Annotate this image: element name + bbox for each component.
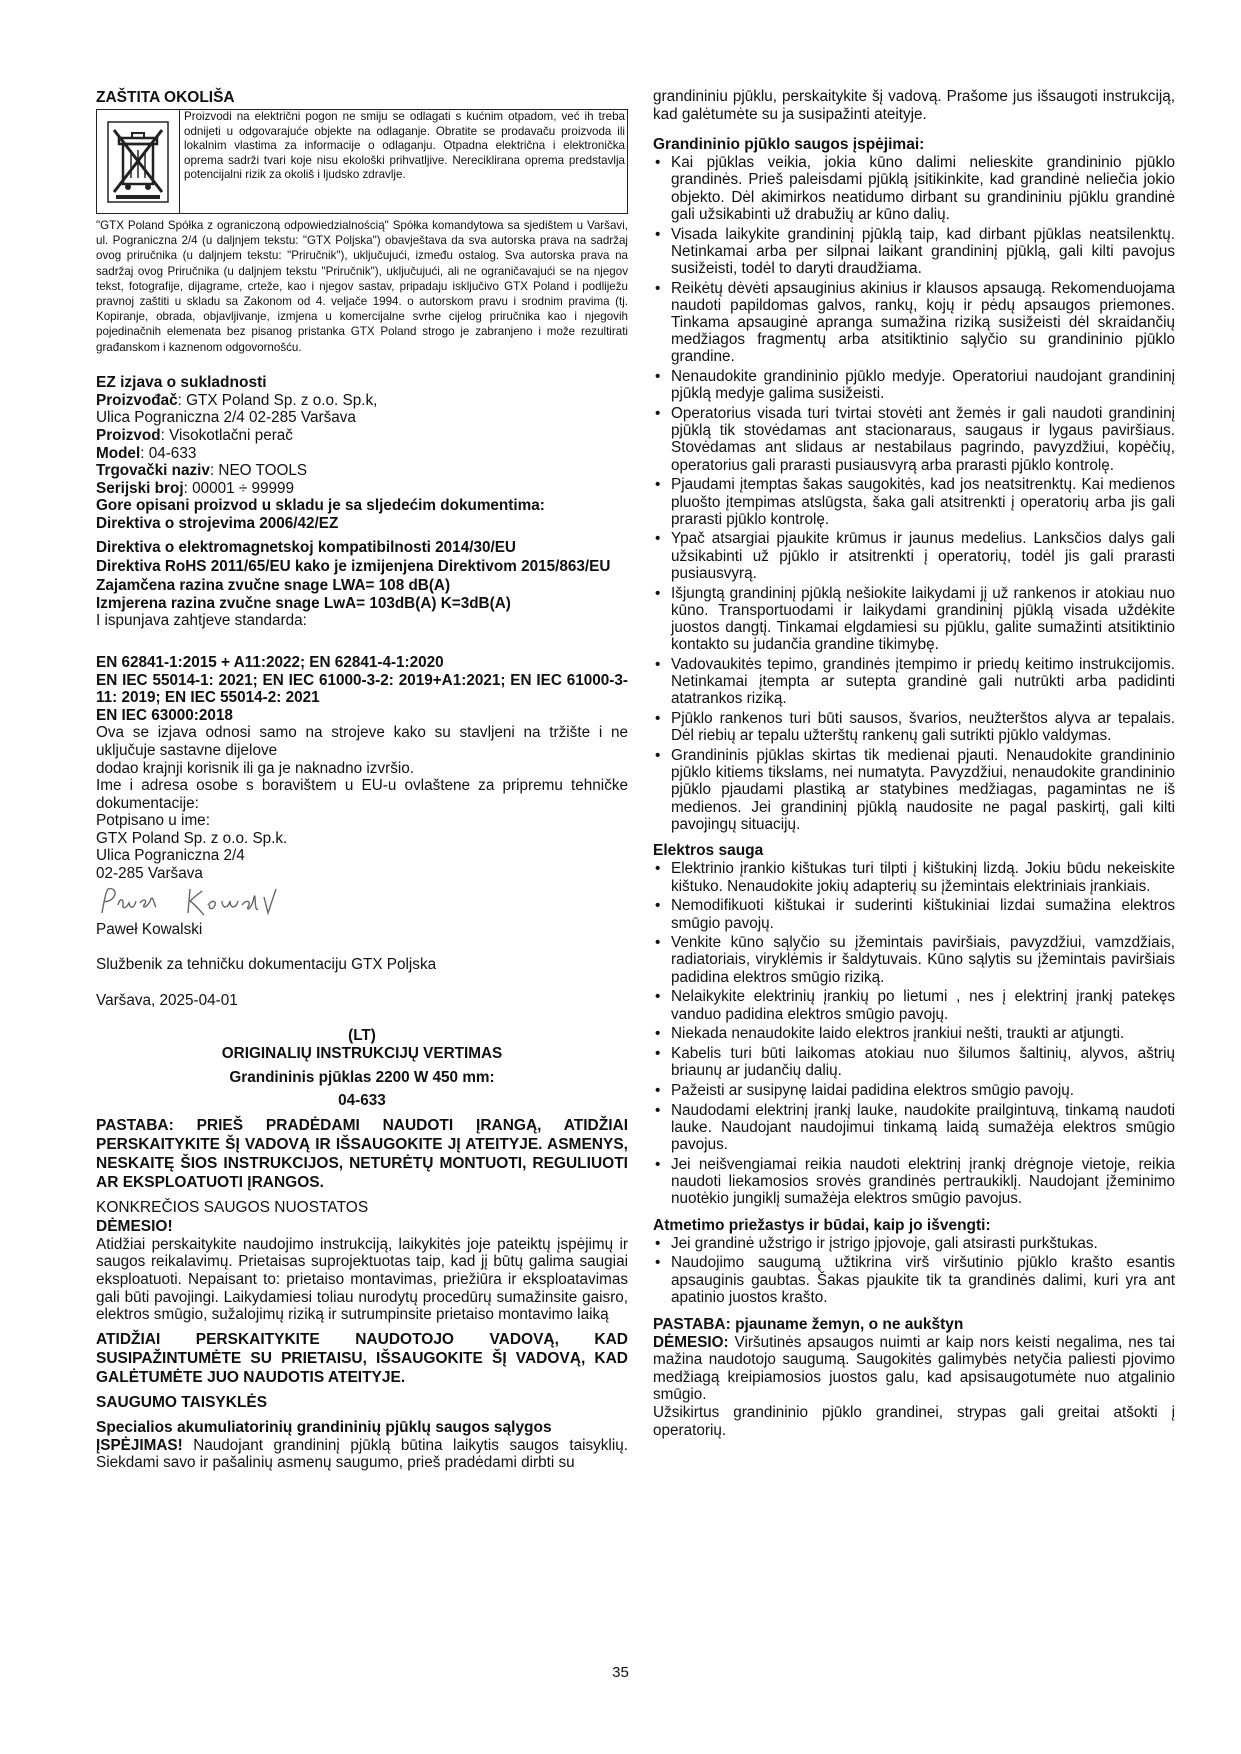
product-value: : Visokotlačni perač bbox=[160, 427, 293, 445]
model-value: : 04-633 bbox=[140, 444, 197, 462]
list-item: • Naudojimo saugumą užtikrina virš viršutinio pjūklo krašto esantis apsauginis gaubtas. Šakas pjaukite tik ta grandinės dalimi, kuri yra ant apatinio juostos krašto. bbox=[653, 1254, 1175, 1306]
serial-value: : 00001 ÷ 99999 bbox=[183, 479, 295, 497]
battery-saw-title: Specialios akumuliatorinių grandininių pjūklų saugos sąlygos bbox=[96, 1418, 552, 1436]
signed-company: GTX Poland Sp. z o.o. Sp.k. bbox=[96, 829, 288, 847]
list-item: • Ypač atsargiai pjaukite krūmus ir jaunus medelius. Lanksčios dalys gali užsikabinti už pjūklo ir atsitrenkti į operatorių, todėl jis gali prarasti pusiausvyrą. bbox=[653, 530, 1175, 582]
saw-warnings-list bbox=[653, 154, 1175, 833]
list-item: • Pjaudami įtemptas šakas saugokitės, kad jos neatsitrenktų. Kai medienos pluošto įtempimas atslūgsta, šaka gali atsitrenkti į operatorių arba jis gali prarasti pjūklo kontrolę. bbox=[653, 476, 1175, 528]
safety-rules-title: SAUGUMO TAISYKLĖS bbox=[96, 1393, 268, 1411]
list-item: • Elektrinio įrankio kištukas turi tilpti į kištukinį lizdą. Jokiu būdu nekeiskite kištuko. Nenaudokite jokių adapterių su įžemintais elektriniais įrankiais. bbox=[653, 860, 1175, 894]
weee-bin-icon bbox=[97, 110, 180, 213]
read-manual-caps: ATIDŽIAI PERSKAITYKITE NAUDOTOJO VADOVĄ, KAD SUSIPAŽINTUMĖTE SU PRIETAISU, IŠSAUGOKITE ŠĮ VADOVĄ, KAD GALĖTUMĖTE JUO NAUDOTIS ATEITYJE. bbox=[96, 1330, 628, 1386]
copyright-notice: "GTX Poland Spółka z ograniczoną odpowiedzialnością" Spółka komandytowa sa sjedištem u Varšavi, ul. Pograniczna 2/4 (u daljnjem tekstu: "GTX Poljska") obavještava da sva autorska prava na sadržaj ovog priručnika (u daljnjem tekstu: "Priručnik"), uključujući, između ostalog. Sva autorska prava na sadržaj ovog Priručnika (u daljnjem tekstu "Priručnik"), uključujući, ali ne ograničavajući se na njegov tekst, fotografije, dijagrame, crteže, kao i njegov sastav, pripadaju isključivo GTX Poland i podliježu pravnoj zaštiti u skladu sa Zakonom od 4. veljače 1994. o autorskom pravu i srodnim pravima (tj. Kopiranje, obrada, objavljivanje, izmjena u komercijalne svrhe cijelog priručnika kao i njegovih pojedinačnih elemenata bez pisanog pristanka GTX Poland strogo je zabranjeno i može rezultirati građanskom i kaznenom odgovornošću. bbox=[96, 219, 628, 354]
list-item: • Pažeisti ar susipynę laidai padidina elektros smūgio pavojų. bbox=[653, 1082, 1175, 1099]
declaration-addendum: dodao krajnji korisnik ili ga je naknadno izvršio. bbox=[96, 759, 415, 777]
product-label: Proizvod bbox=[96, 427, 161, 445]
manufacturer-label: Proizvođač bbox=[96, 391, 178, 409]
list-item: • Niekada nenaudokite laido elektros įrankiui nešti, traukti ar atjungti. bbox=[653, 1025, 1175, 1042]
list-item: • Vadovaukitės tepimo, grandinės įtempimo ir priedų keitimo instrukcijomis. Netinkamai įtempta ar sutepta grandinė gali nutrūkti arba padidinti atatrankos riziką. bbox=[653, 656, 1175, 708]
list-item: • Kai pjūklas veikia, jokia kūno dalimi nelieskite grandininio pjūklo grandinės. Prieš paleisdami pjūklą įsitikinkite, kad grandinė neliečia jokio objekto. Dėl akimirkos neatidumo dirbant su grandininiu pjūklu grandinė gali užsikabinti už drabužių ar kūno dalių. bbox=[653, 154, 1175, 223]
signed-city: 02-285 Varšava bbox=[96, 865, 203, 883]
list-item: • Jei neišvengiamai reikia naudoti elektrinį įrankį drėgnoje vietoje, reikia naudoti liekamosios srovės grandinės pertraukiklį. Naudojant įžeminimo nuotėkio jungiklį sumažėja elektros smūgio pavojus. bbox=[653, 1156, 1175, 1208]
list-item: • Visada laikykite grandininį pjūklą taip, kad dirbant pjūklas neatsilenktų. Netinkamai arba per silpnai laikant grandininį pjūklą, gali kilti pavojus susižeisti, todėl to daryti draudžiama. bbox=[653, 226, 1175, 278]
authorised-person: Ime i adresa osobe s boravištem u EU-u ovlaštene za pripremu tehničke dokumentacije: bbox=[96, 777, 628, 812]
warning-text: Naudojant grandininį pjūklą būtina laikytis saugos taisyklių. Siekdami savo ir pašalinių asmenų saugumo, prieš pradėdami dirbti su bbox=[96, 1436, 628, 1472]
address-line: Ulica Pograniczna 2/4 02-285 Varšava bbox=[96, 409, 356, 427]
attention-text: Atidžiai perskaitykite naudojimo instrukciją, laikykitės joje pateiktų įspėjimų ir saugos reikalavimų. Prietaisas suprojektuotas taip, kad jį būtų galima saugiai eksploatuoti. Nepaisant to: prietaiso montavimas, priežiūra ir eksploatavimas gali būti pavojingi. Laikydamiesi toliau nurodytų procedūrų sumažinsite gaisro, elektros smūgio, sužalojimų riziką ir sutrumpinsite prietaiso montavimo laiką bbox=[96, 1235, 628, 1324]
serial-label: Serijski broj bbox=[96, 479, 184, 497]
list-item: • Jei grandinė užstrigo ir įstrigo įpjovoje, gali atsirasti purkštukas. bbox=[653, 1235, 1175, 1252]
weee-text: Proizvodi na električni pogon ne smiju se odlagati s kućnim otpadom, već ih treba odnijeti u odgovarajuće objekte na odlaganje. Obratite se prodavaču proizvoda ili lokalnim vlastima za informacije o odlaganju. Otpadna električna i elektronička oprema sadrži tvari koje nisu ekološki prihvatljive. Nereciklirana oprema predstavlja potencijalni rizik za okoliš i ljudsko zdravlje. bbox=[184, 110, 625, 182]
lt-model: 04-633 bbox=[338, 1092, 386, 1110]
declaration-scope: Ova se izjava odnosi samo na strojeve kako su stavljeni na tržište i ne uključuje sastavne dijelove bbox=[96, 724, 628, 759]
directive-machinery: Direktiva o strojevima 2006/42/EZ bbox=[96, 514, 339, 532]
trade-label: Trgovački naziv bbox=[96, 462, 210, 480]
declaration-date: Varšava, 2025-04-01 bbox=[96, 991, 238, 1009]
standard-3: EN IEC 63000:2018 bbox=[96, 706, 233, 724]
kickback-list bbox=[653, 1235, 1175, 1306]
directive-emc: Direktiva o elektromagnetskoj kompatibilnosti 2014/30/EU bbox=[96, 538, 516, 556]
list-item: • Nenaudokite grandininio pjūklo medyje. Operatoriui naudojant grandininį pjūklą medyje galima susižeisti. bbox=[653, 368, 1175, 402]
intro-paragraph: grandininiu pjūklu, perskaitykite šį vadovą. Prašome jus išsaugoti instrukciją, kad galėtumėte su ja susipažinti ateityje. bbox=[653, 88, 1175, 123]
list-item: • Naudodami elektrinį įrankį lauke, naudokite prailgintuvą, tinkamą naudoti lauke. Naudojant naudojimui tinkamą laidą sumažėja elektros smūgio pavojus. bbox=[653, 1102, 1175, 1154]
product-line bbox=[96, 427, 628, 445]
cutting-note-title: PASTABA: pjauname žemyn, o ne aukštyn bbox=[653, 1315, 964, 1333]
model-label: Model bbox=[96, 444, 141, 462]
trade-line bbox=[96, 462, 628, 480]
standards-intro: I ispunjava zahtjeve standarda: bbox=[96, 612, 307, 630]
directive-rohs: Direktiva RoHS 2011/65/EU kako je izmijenjena Direktivom 2015/863/EU bbox=[96, 558, 611, 576]
model-line bbox=[96, 445, 628, 463]
electrical-safety-title: Elektros sauga bbox=[653, 842, 764, 860]
env-title: ZAŠTITA OKOLIŠA bbox=[96, 89, 235, 106]
serial-line bbox=[96, 480, 628, 498]
handwritten-signature bbox=[96, 883, 628, 921]
list-item: • Išjungtą grandininį pjūklą nešiokite laikydami jį už rankenos ir atokiau nuo kūno. Transportuodami ir laikydami grandininį pjūklą visada uždėkite juostos dangtį. Tinkamai elgdamiesi su pjūklu, galite sumažinti atsitiktinio kontakto su judančia grandine tikimybę. bbox=[653, 585, 1175, 654]
trade-value: : NEO TOOLS bbox=[209, 462, 308, 480]
list-item: • Venkite kūno sąlyčio su įžemintais paviršiais, pavyzdžiui, vamzdžiais, radiatoriais, viryklėmis ir šaldytuvais. Kūno sąlytis su įžemintais paviršiais padidina elektros smūgio riziką. bbox=[653, 934, 1175, 986]
sound-measured: Izmjerena razina zvučne snage LwA= 103dB(A) K=3dB(A) bbox=[96, 594, 511, 612]
list-item: • Operatorius visada turi tvirtai stovėti ant žemės ir gali naudoti grandininį pjūklą tik stovėdamas ant stacionaraus, saugaus ir lygaus paviršiaus. Stovėdamas ant slidaus ar nestabilaus pagrindo, pavyzdžiui, kopėčių, operatorius gali prarasti pusiausvyrą arba prarasti pjūklo kontrolę. bbox=[653, 405, 1175, 474]
list-item: • Grandininis pjūklas skirtas tik medienai pjauti. Nenaudokite grandininio pjūklo kitiems tikslams, nei numatyta. Pavyzdžiui, nenaudokite grandininio pjūklo pjaudami plastiką ar statybines medžiagas, pagamintas ne iš medienos. Jei grandininį pjūklą naudosite ne pagal paskirtį, gali kilti pavojingų situacijų. bbox=[653, 747, 1175, 833]
standard-1: EN 62841-1:2015 + A11:2022; EN 62841-4-1:2020 bbox=[96, 653, 444, 671]
ez-declaration-title: EZ izjava o sukladnosti bbox=[96, 373, 267, 391]
electrical-safety-list bbox=[653, 860, 1175, 1207]
warning-label: ĮSPĖJIMAS! bbox=[96, 1436, 183, 1454]
manufacturer-line bbox=[96, 392, 628, 410]
signer-name: Paweł Kowalski bbox=[96, 920, 203, 938]
saw-warnings-title: Grandininio pjūklo saugos įspėjimai: bbox=[653, 136, 925, 154]
kickback-title: Atmetimo priežastys ir būdai, kaip jo išvengti: bbox=[653, 1216, 991, 1234]
signer-role: Službenik za tehničku dokumentaciju GTX Poljska bbox=[96, 956, 437, 974]
list-item: • Reikėtų dėvėti apsauginius akinius ir klausos apsaugą. Rekomenduojama naudoti papildomas galvos, rankų, kojų ir pėdų apsaugos priemones. Tinkama apsauginė apranga sumažina riziką susižeisti dėl skraidančių medžiagos fragmentų arba atsitiktinio sąlyčio su grandininio pjūklo grandine. bbox=[653, 280, 1175, 366]
page-number: 35 bbox=[612, 1664, 629, 1681]
list-item: • Pjūklo rankenos turi būti sausos, švarios, neužterštos alyva ar tepalais. Dėl riebių ar tepalu užterštų rankenų gali sutrikti pjūklo valdymas. bbox=[653, 710, 1175, 744]
lt-product: Grandininis pjūklas 2200 W 450 mm: bbox=[229, 1068, 495, 1086]
list-item: • Kabelis turi būti laikomas atokiau nuo šilumos šaltinių, alyvos, aštrių briaunų ar judančių dalių. bbox=[653, 1045, 1175, 1079]
lt-title: ORIGINALIŲ INSTRUKCIJŲ VERTIMAS bbox=[221, 1045, 503, 1063]
manufacturer-value: : GTX Poland Sp. z o.o. Sp.k, bbox=[177, 391, 378, 409]
signed-street: Ulica Pograniczna 2/4 bbox=[96, 847, 245, 865]
cutting-note-paragraph-2: Užsikirtus grandininio pjūklo grandinei, strypas gali greitai atšokti į operatorių. bbox=[653, 1403, 1175, 1439]
list-item: • Nemodifikuoti kištukai ir suderinti kištukiniai lizdai sumažina elektros smūgio pavojų. bbox=[653, 897, 1175, 931]
lt-note-caps: PASTABA: PRIEŠ PRADĖDAMI NAUDOTI ĮRANGĄ, ATIDŽIAI PERSKAITYKITE ŠĮ VADOVĄ IR IŠSAUGOKITE JĮ ATEITYJE. ASMENYS, NESKAITĘ ŠIOS INSTRUKCIJOS, NETURĖTŲ MONTUOTI, REGULIUOTI AR EKSPLOATUOTI ĮRANGOS. bbox=[96, 1116, 628, 1191]
cutting-note-text: Viršutinės apsaugos nuimti ar kaip nors keisti negalima, nes tai mažina naudotojo saugumą. Saugokitės galimybės netyčia paliesti pjovimo medžiagą kreipiamosios juostos galu, kad apsisaugotumėte nuo atgalinio smūgio. bbox=[653, 1333, 1175, 1404]
right-column bbox=[653, 88, 1175, 1439]
specific-safety-title: KONKREČIOS SAUGOS NUOSTATOS bbox=[96, 1198, 369, 1216]
conform-line: Gore opisani proizvod u skladu je sa sljedećim dokumentima: bbox=[96, 497, 545, 515]
standard-2: EN IEC 55014-1: 2021; EN IEC 61000-3-2: 2019+A1:2021; EN IEC 61000-3-11: 2019; EN IEC 55014-2: 2021 bbox=[96, 671, 628, 707]
signed-on-behalf: Potpisano u ime: bbox=[96, 812, 210, 830]
weee-box bbox=[96, 109, 628, 214]
attention-label: DĖMESIO! bbox=[96, 1217, 173, 1235]
sound-guaranteed: Zajamčena razina zvučne snage LWA= 108 dB(A) bbox=[96, 577, 451, 595]
warning-paragraph bbox=[96, 1437, 628, 1472]
cutting-note-paragraph bbox=[653, 1334, 1175, 1404]
lt-language-code: (LT) bbox=[348, 1027, 376, 1045]
left-column bbox=[96, 88, 628, 1472]
list-item: • Nelaikykite elektrinių įrankių po lietumi , nes į elektrinį įrankį patekęs vanduo padidina elektros smūgio pavojų. bbox=[653, 988, 1175, 1022]
cutting-note-label: DĖMESIO: bbox=[653, 1333, 729, 1351]
